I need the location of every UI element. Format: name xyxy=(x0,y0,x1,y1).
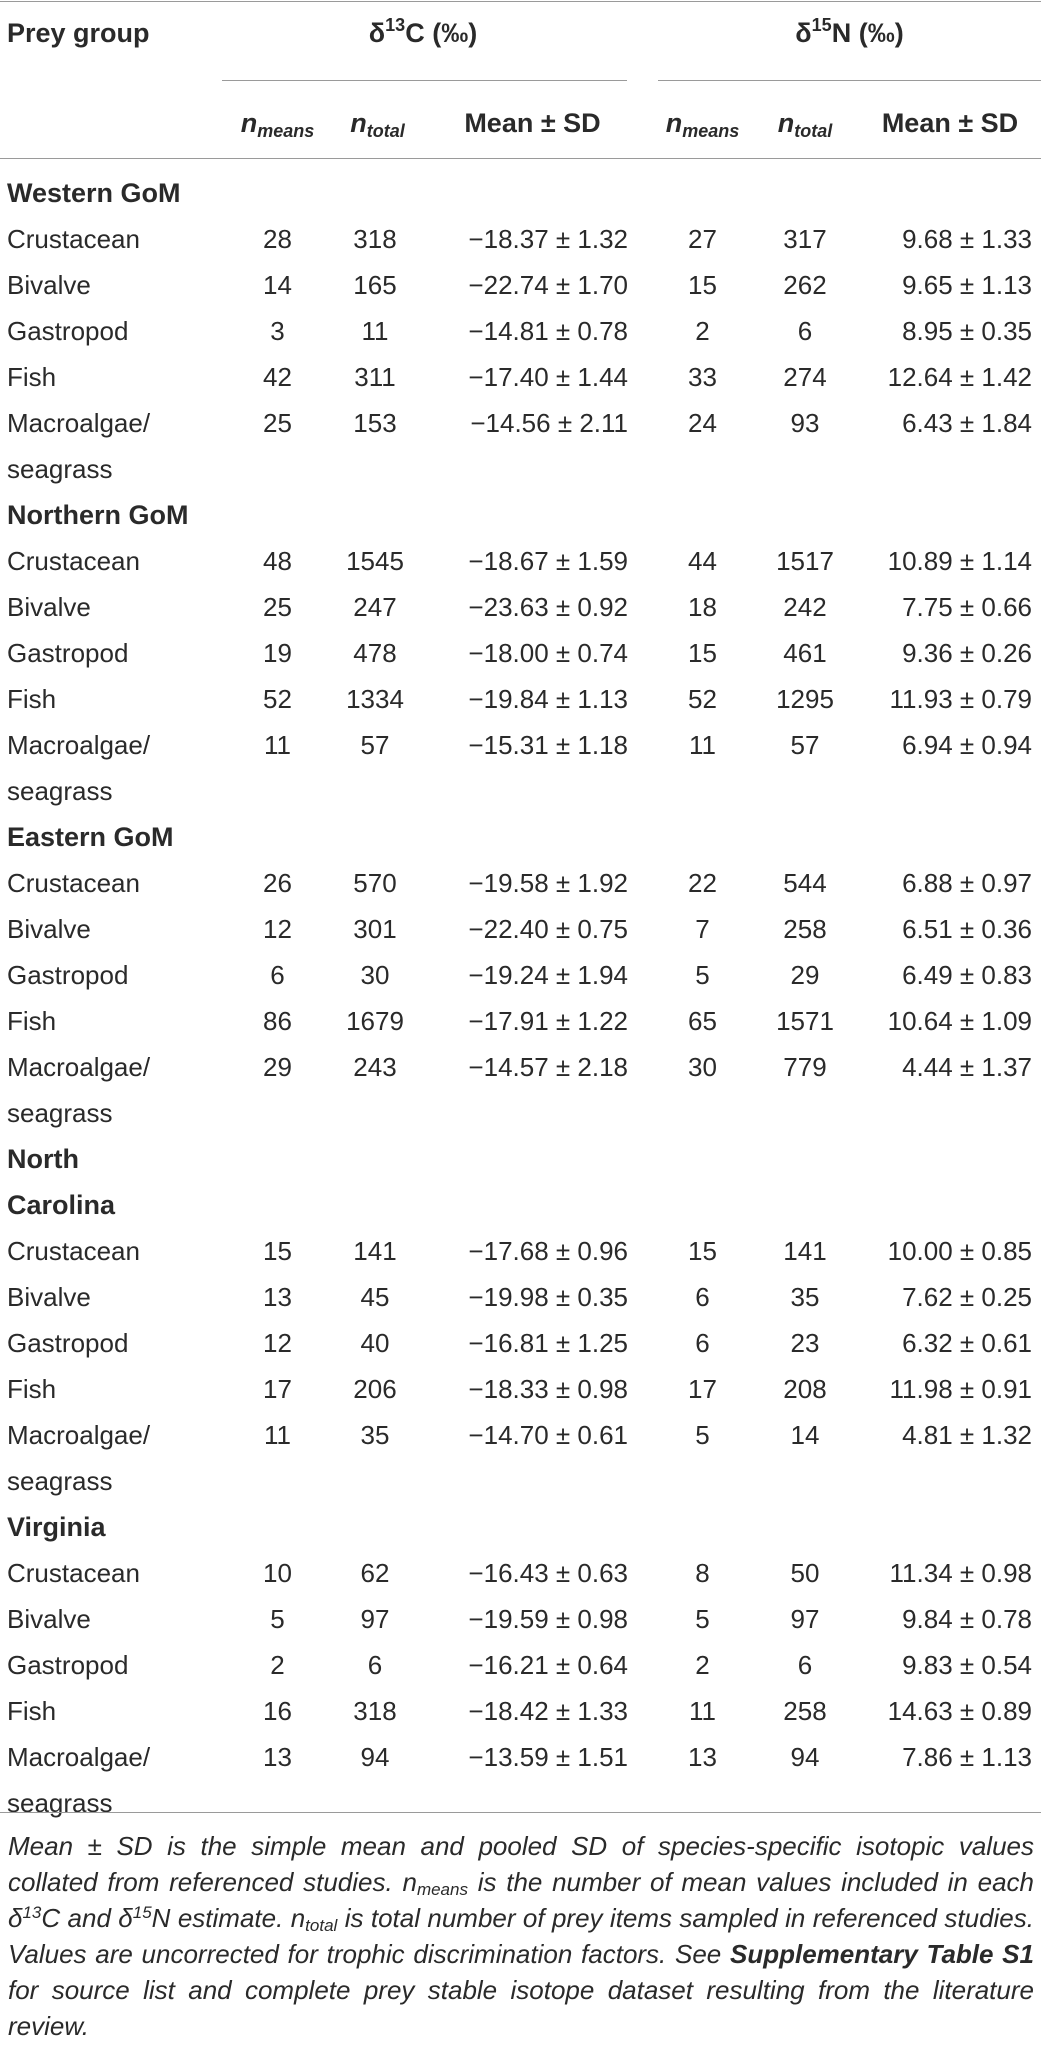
n-n-means: 17 xyxy=(688,1374,717,1404)
header-n-n-total: $n_{total}$ xyxy=(777,108,833,141)
group-label: North xyxy=(7,1144,79,1174)
prey-name: Fish xyxy=(7,684,57,714)
c-n-total: 206 xyxy=(353,1374,397,1404)
c-n-total: 62 xyxy=(360,1558,390,1588)
c-mean-sd: −14.81 ± 0.78 xyxy=(468,316,628,346)
n-n-means: 2 xyxy=(695,1650,710,1680)
c-n-means: 48 xyxy=(263,546,292,576)
n-mean-sd: 7.86 ± 1.13 xyxy=(902,1742,1032,1772)
n-n-total: 57 xyxy=(790,730,820,760)
n-n-total: 1295 xyxy=(776,684,834,714)
c-n-means: 16 xyxy=(263,1696,292,1726)
n-mean-sd: 9.65 ± 1.13 xyxy=(902,270,1032,300)
c-mean-sd: −16.81 ± 1.25 xyxy=(468,1328,628,1358)
n-n-means: 8 xyxy=(695,1558,710,1588)
c-n-means: 26 xyxy=(263,868,292,898)
c-n-means: 13 xyxy=(263,1742,292,1772)
c-n-total: 570 xyxy=(353,868,397,898)
c-n-means: 25 xyxy=(263,592,292,622)
prey-name: Fish xyxy=(7,1374,57,1404)
n-n-means: 24 xyxy=(688,408,717,438)
n-n-means: 15 xyxy=(688,1236,717,1266)
c-n-total: 311 xyxy=(354,362,396,392)
prey-name: seagrass xyxy=(7,1788,113,1818)
c-mean-sd: −15.31 ± 1.18 xyxy=(468,730,628,760)
n-n-total: 258 xyxy=(783,1696,827,1726)
prey-name: Fish xyxy=(7,362,57,392)
c-n-means: 11 xyxy=(264,1420,291,1450)
c-mean-sd: −19.24 ± 1.94 xyxy=(468,960,628,990)
c-n-total: 318 xyxy=(353,224,397,254)
c-n-total: 11 xyxy=(361,316,389,346)
n-n-means: 65 xyxy=(688,1006,717,1036)
c-mean-sd: −17.91 ± 1.22 xyxy=(468,1006,628,1036)
prey-name: Macroalgae/ xyxy=(7,1742,151,1772)
prey-name: Crustacean xyxy=(7,546,140,576)
c-mean-sd: −22.74 ± 1.70 xyxy=(468,270,628,300)
c-n-means: 42 xyxy=(263,362,292,392)
n-mean-sd: 14.63 ± 0.89 xyxy=(887,1696,1032,1726)
n-n-means: 11 xyxy=(689,1696,716,1726)
c-n-total: 97 xyxy=(360,1604,390,1634)
n-n-means: 5 xyxy=(695,960,710,990)
c-mean-sd: −16.43 ± 0.63 xyxy=(468,1558,628,1588)
header-c-n-total: $n_{total}$ xyxy=(350,108,405,141)
c-mean-sd: −18.42 ± 1.33 xyxy=(468,1696,628,1726)
n-mean-sd: 7.75 ± 0.66 xyxy=(902,592,1032,622)
n-n-total: 1571 xyxy=(776,1006,834,1036)
n-n-total: 50 xyxy=(790,1558,820,1588)
prey-name: seagrass xyxy=(7,1098,113,1128)
c-n-total: 45 xyxy=(360,1282,390,1312)
c-mean-sd: −18.67 ± 1.59 xyxy=(468,546,628,576)
n-mean-sd: 6.49 ± 0.83 xyxy=(902,960,1032,990)
c-n-total: 243 xyxy=(353,1052,397,1082)
c-mean-sd: −18.33 ± 0.98 xyxy=(468,1374,628,1404)
group-label: Western GoM xyxy=(7,178,181,208)
c-n-means: 6 xyxy=(270,960,285,990)
top-rule xyxy=(0,1,1041,2)
c-n-means: 12 xyxy=(263,1328,292,1358)
header-c-mean-sd: Mean ± SD xyxy=(464,108,601,138)
n-mean-sd: 10.89 ± 1.14 xyxy=(887,546,1032,576)
table-footnote: Mean ± SD is the simple mean and pooled SD of species-specific isotopic values collated from referenced studies. $n_{means}$ is the number of mean values included in each $\delta^{13}C$ and $\delta^{15}N$ estimate. $n_{total}$ is total number of prey items sampled in referenced studies. Values are uncorrected for trophic discrimination factors. See Supplementary Table S1 for source list and complete prey stable isotope dataset resulting from the literature review. xyxy=(8,1831,1035,2041)
prey-name: Bivalve xyxy=(7,914,91,944)
n-n-total: 1517 xyxy=(776,546,834,576)
c-mean-sd: −14.57 ± 2.18 xyxy=(468,1052,628,1082)
n-mean-sd: 11.34 ± 0.98 xyxy=(889,1558,1032,1588)
prey-name: Fish xyxy=(7,1006,57,1036)
n-n-total: 93 xyxy=(790,408,820,438)
c-n-total: 1545 xyxy=(346,546,404,576)
c-n-means: 25 xyxy=(263,408,292,438)
c-n-total: 165 xyxy=(353,270,397,300)
n-mean-sd: 6.88 ± 0.97 xyxy=(902,868,1032,898)
c-n-means: 14 xyxy=(263,270,292,300)
n-n-means: 6 xyxy=(695,1282,710,1312)
n-n-total: 23 xyxy=(790,1328,820,1358)
prey-name: Macroalgae/ xyxy=(7,1052,151,1082)
n-n-total: 544 xyxy=(783,868,827,898)
n-n-means: 33 xyxy=(688,362,717,392)
c-n-means: 2 xyxy=(270,1650,285,1680)
c-n-means: 3 xyxy=(270,316,285,346)
table-bottom-rule xyxy=(0,1812,1041,1813)
c-n-total: 247 xyxy=(353,592,397,622)
n-mean-sd: 11.93 ± 0.79 xyxy=(889,684,1032,714)
c-mean-sd: −14.56 ± 2.11 xyxy=(470,408,628,438)
c-mean-sd: −19.84 ± 1.13 xyxy=(468,684,628,714)
d15n-span-rule xyxy=(658,80,1041,81)
n-n-total: 6 xyxy=(797,1650,813,1680)
prey-name: Bivalve xyxy=(7,1604,91,1634)
c-n-total: 1334 xyxy=(346,684,404,714)
n-n-means: 6 xyxy=(695,1328,710,1358)
n-n-total: 242 xyxy=(783,592,827,622)
c-mean-sd: −16.21 ± 0.64 xyxy=(468,1650,628,1680)
n-n-total: 274 xyxy=(783,362,827,392)
prey-name: Gastropod xyxy=(7,316,129,346)
c-n-total: 478 xyxy=(353,638,397,668)
c-n-total: 94 xyxy=(360,1742,390,1772)
n-n-total: 35 xyxy=(790,1282,820,1312)
c-n-total: 1679 xyxy=(346,1006,404,1036)
c-n-total: 35 xyxy=(360,1420,390,1450)
header-bottom-rule xyxy=(0,158,1041,159)
n-n-means: 13 xyxy=(688,1742,717,1772)
c-n-total: 6 xyxy=(367,1650,383,1680)
n-n-means: 15 xyxy=(688,270,717,300)
n-n-total: 97 xyxy=(790,1604,820,1634)
n-mean-sd: 4.81 ± 1.32 xyxy=(902,1420,1032,1450)
n-mean-sd: 4.44 ± 1.37 xyxy=(902,1052,1032,1082)
prey-name: Gastropod xyxy=(7,1650,129,1680)
n-n-means: 18 xyxy=(688,592,717,622)
n-n-means: 27 xyxy=(688,224,717,254)
prey-name: Macroalgae/ xyxy=(7,1420,151,1450)
header-n-n-means: $n_{means}$ xyxy=(665,108,740,141)
prey-name: Crustacean xyxy=(7,868,140,898)
n-n-total: 461 xyxy=(783,638,827,668)
n-mean-sd: 6.32 ± 0.61 xyxy=(902,1328,1032,1358)
prey-name: Macroalgae/ xyxy=(7,730,151,760)
n-mean-sd: 9.36 ± 0.26 xyxy=(902,638,1032,668)
header-d15n: $\delta^{15}N$ (‰) xyxy=(795,15,904,48)
n-n-total: 258 xyxy=(783,914,827,944)
c-mean-sd: −18.00 ± 0.74 xyxy=(468,638,628,668)
n-mean-sd: 9.84 ± 0.78 xyxy=(902,1604,1032,1634)
prey-name: Bivalve xyxy=(7,592,91,622)
c-n-means: 19 xyxy=(263,638,292,668)
c-mean-sd: −17.68 ± 0.96 xyxy=(468,1236,628,1266)
prey-name: Crustacean xyxy=(7,224,140,254)
c-mean-sd: −22.40 ± 0.75 xyxy=(468,914,628,944)
n-n-total: 141 xyxy=(783,1236,827,1266)
n-n-means: 15 xyxy=(688,638,717,668)
n-mean-sd: 9.83 ± 0.54 xyxy=(902,1650,1032,1680)
c-n-total: 318 xyxy=(353,1696,397,1726)
n-mean-sd: 8.95 ± 0.35 xyxy=(902,316,1032,346)
c-mean-sd: −19.58 ± 1.92 xyxy=(468,868,628,898)
prey-name: seagrass xyxy=(7,454,113,484)
c-mean-sd: −17.40 ± 1.44 xyxy=(468,362,628,392)
n-n-total: 6 xyxy=(797,316,813,346)
n-mean-sd: 6.94 ± 0.94 xyxy=(902,730,1032,760)
c-n-means: 29 xyxy=(263,1052,292,1082)
c-n-total: 141 xyxy=(353,1236,397,1266)
group-label: Eastern GoM xyxy=(7,822,174,852)
n-n-means: 30 xyxy=(688,1052,717,1082)
n-mean-sd: 11.98 ± 0.91 xyxy=(889,1374,1032,1404)
group-label: Northern GoM xyxy=(7,500,189,530)
c-n-means: 86 xyxy=(263,1006,292,1036)
n-n-total: 208 xyxy=(783,1374,827,1404)
c-mean-sd: −13.59 ± 1.51 xyxy=(468,1742,628,1772)
c-n-means: 28 xyxy=(263,224,292,254)
prey-name: Fish xyxy=(7,1696,57,1726)
c-n-means: 52 xyxy=(263,684,292,714)
n-n-means: 2 xyxy=(695,316,710,346)
c-n-total: 30 xyxy=(360,960,390,990)
n-n-means: 52 xyxy=(688,684,717,714)
c-n-means: 5 xyxy=(270,1604,285,1634)
prey-name: Crustacean xyxy=(7,1558,140,1588)
c-n-total: 57 xyxy=(360,730,390,760)
n-mean-sd: 10.64 ± 1.09 xyxy=(887,1006,1032,1036)
n-n-means: 5 xyxy=(695,1604,710,1634)
n-n-means: 22 xyxy=(688,868,717,898)
n-n-total: 29 xyxy=(790,960,820,990)
n-mean-sd: 12.64 ± 1.42 xyxy=(887,362,1032,392)
prey-name: Macroalgae/ xyxy=(7,408,151,438)
n-n-total: 94 xyxy=(790,1742,820,1772)
n-mean-sd: 7.62 ± 0.25 xyxy=(902,1282,1032,1312)
group-label: Carolina xyxy=(7,1190,116,1220)
c-n-means: 11 xyxy=(264,730,291,760)
n-n-total: 14 xyxy=(790,1420,820,1450)
d13c-span-rule xyxy=(222,80,627,81)
c-n-total: 40 xyxy=(360,1328,390,1358)
n-mean-sd: 10.00 ± 0.85 xyxy=(887,1236,1032,1266)
prey-name: Gastropod xyxy=(7,1328,129,1358)
prey-name: Bivalve xyxy=(7,1282,91,1312)
prey-name: Crustacean xyxy=(7,1236,140,1266)
n-n-means: 44 xyxy=(688,546,717,576)
n-n-means: 7 xyxy=(695,914,710,944)
n-mean-sd: 6.51 ± 0.36 xyxy=(902,914,1032,944)
c-n-means: 12 xyxy=(263,914,292,944)
n-n-total: 317 xyxy=(783,224,827,254)
prey-name: Bivalve xyxy=(7,270,91,300)
c-n-means: 17 xyxy=(263,1374,292,1404)
prey-name: seagrass xyxy=(7,1466,113,1496)
header-c-n-means: $n_{means}$ xyxy=(240,108,315,141)
c-mean-sd: −19.59 ± 0.98 xyxy=(468,1604,628,1634)
prey-name: Gastropod xyxy=(7,638,129,668)
n-mean-sd: 9.68 ± 1.33 xyxy=(902,224,1032,254)
header-prey-group: Prey group xyxy=(7,18,150,48)
n-n-total: 262 xyxy=(783,270,827,300)
c-n-means: 15 xyxy=(263,1236,292,1266)
header-d13c: $\delta^{13}C$ (‰) xyxy=(368,15,478,48)
c-mean-sd: −14.70 ± 0.61 xyxy=(468,1420,628,1450)
c-mean-sd: −18.37 ± 1.32 xyxy=(468,224,628,254)
c-mean-sd: −23.63 ± 0.92 xyxy=(468,592,628,622)
c-n-total: 153 xyxy=(353,408,397,438)
header-n-mean-sd: Mean ± SD xyxy=(881,108,1019,138)
c-n-means: 13 xyxy=(263,1282,292,1312)
c-n-total: 301 xyxy=(353,914,397,944)
n-n-means: 11 xyxy=(689,730,716,760)
n-n-means: 5 xyxy=(695,1420,710,1450)
c-mean-sd: −19.98 ± 0.35 xyxy=(468,1282,628,1312)
n-n-total: 779 xyxy=(783,1052,827,1082)
prey-name: seagrass xyxy=(7,776,113,806)
c-n-means: 10 xyxy=(263,1558,292,1588)
prey-name: Gastropod xyxy=(7,960,129,990)
group-label: Virginia xyxy=(7,1512,106,1542)
n-mean-sd: 6.43 ± 1.84 xyxy=(902,408,1032,438)
